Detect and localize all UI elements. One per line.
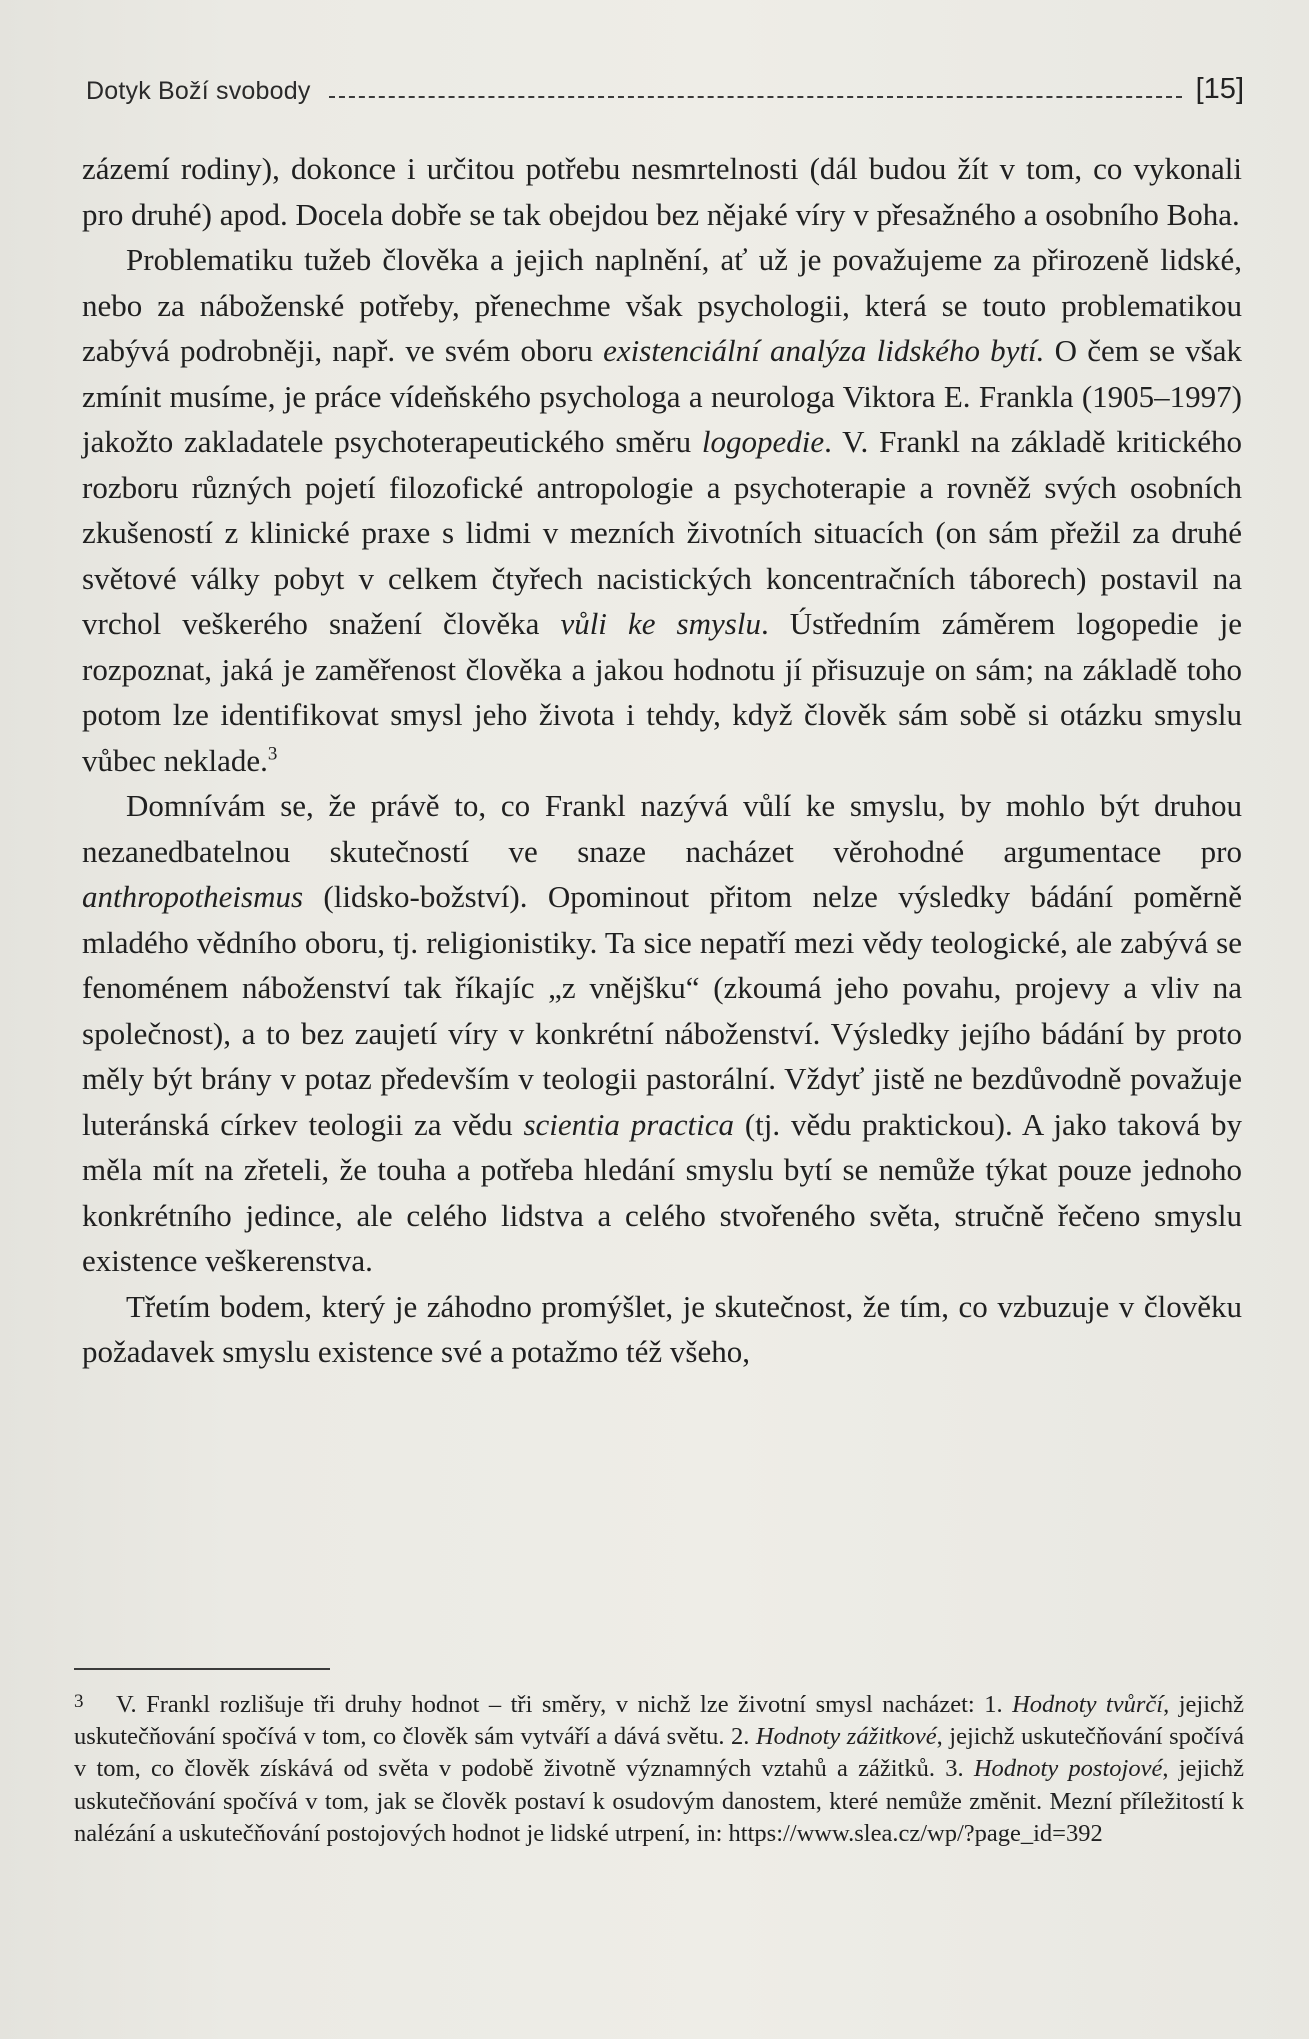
text-run: , jejichž uskutečňování spočívá v tom, jak se člověk postaví k osudovým danostem, které nemůže změnit. Mezní příležitostí k nalézání a uskutečňování postojových hodnot je lidské utrpení, in: https://www.slea.cz/wp/?page_id=392: [74, 1755, 1244, 1847]
page-number: [15]: [1195, 73, 1244, 105]
running-header: [86, 60, 1244, 106]
text-run: (tj. vědu praktickou). A jako taková by měla mít na zřeteli, že touha a potřeba hledání smyslu bytí se nemůže týkat pouze jednoho konkrétního jedince, ale celého lidstva a celého stvořeného světa, stručně řečeno smyslu existence veškerenstva.: [82, 1106, 1242, 1278]
paragraph-anthropotheismus: [82, 783, 1242, 1284]
italic-term: anthropotheismus: [82, 879, 304, 914]
italic-term: scientia practica: [523, 1106, 735, 1142]
running-title: Dotyk Boží svobody: [86, 77, 311, 105]
text-run: , jejichž uskutečňování spočívá v tom, co člověk sám vytváří a dává světu. 2.: [74, 1691, 1244, 1751]
italic-term: logopedie: [701, 424, 825, 459]
footnote-separator: [74, 1668, 330, 1670]
footnote-mark: 3: [74, 1691, 84, 1712]
text-run: . V. Frankl na základě kritického rozboru různých pojetí filozofické antropologie a psychoterapie a rovněž svých osobních zkušeností z klinické praxe s lidmi v mezních životních situacích (on sám přežil za druhé světové války pobyt v celkem čtyřech nacistických koncentračních táborech) postavil na vrchol veškerého snažení člověka: [82, 424, 1242, 641]
text-run: V. Frankl rozlišuje tři druhy hodnot – tři směry, v nichž lze životní smysl nacházet: 1.: [116, 1691, 1013, 1718]
paragraph-frankl: [82, 237, 1242, 783]
text-run: (lidsko-božství). Opominout přitom nelze výsledky bádání poměrně mladého vědního oboru, tj. religionistiky. Ta sice nepatří mezi vědy teologické, ale zabývá se fenoménem náboženství tak říkajíc „z vnějšku“ (zkoumá jeho povahu, projevy a vliv na společnost), a to bez zaujetí víry v konkrétní náboženství. Výsledky jejího bádání by proto měly být brány v potaz především v teologii pastorální. Vždyť jistě ne bezdůvodně považuje luteránská církev teologii za vědu: [82, 879, 1242, 1142]
footnote-text: [74, 1691, 1244, 1847]
body-text: [82, 146, 1242, 1375]
header-leader-line: [329, 96, 1182, 98]
text-run: Třetím bodem, který je záhodno promýšlet, je skutečnost, že tím, co vzbuzuje v člověku požadavek smyslu existence své a potažmo též všeho,: [82, 1288, 1242, 1369]
italic-term: Hodnoty postojové: [973, 1755, 1163, 1783]
footnote-reference: 3: [267, 743, 278, 765]
text-run: Problematiku tužeb člověka a jejich naplnění, ať už je považujeme za přirozeně lidské, nebo za náboženské potřeby, přenechme však psychologii, která se touto problematikou zabývá podrobněji, např. ve svém oboru: [82, 242, 1242, 368]
italic-term: vůli ke smyslu: [560, 606, 761, 641]
text-run: . Ústředním záměrem logopedie je rozpoznat, jaká je zaměřenost člověka a jakou hodnotu jí přisuzuje on sám; na základě toho potom lze identifikovat smysl jeho života i tehdy, když člověk sám sobě si otázku smyslu vůbec neklade.: [82, 606, 1243, 778]
text-run: O čem se však zmínit musíme, je práce vídeňského psychologa a neurologa Viktora E. Frankla (1905–1997) jakožto zakladatele psychoterapeutického směru: [82, 333, 1243, 459]
footnote-3: [74, 1686, 1244, 1850]
italic-term: Hodnoty zážitkové: [755, 1723, 937, 1751]
paragraph-continued: [82, 146, 1242, 237]
text-run: zázemí rodiny), dokonce i určitou potřebu nesmrtelnosti (dál budou žít v tom, co vykonali pro druhé) apod. Docela dobře se tak obejdou bez nějaké víry v přesažného a osobního Boha.: [82, 151, 1242, 232]
text-run: , jejichž uskutečňování spočívá v tom, co člověk získává od světa v podobě životně významných vztahů a zážitků. 3.: [74, 1723, 1244, 1783]
footnotes: [74, 1686, 1244, 1850]
text-run: Domnívám se, že právě to, co Frankl nazývá vůlí ke smyslu, by mohlo být druhou nezanedbatelnou skutečností ve snaze nacházet věrohodné argumentace pro: [82, 788, 1242, 869]
italic-term: Hodnoty tvůrčí: [1012, 1691, 1164, 1718]
italic-term: existenciální analýza lidského bytí.: [603, 333, 1045, 368]
paragraph-third-point: [82, 1284, 1242, 1375]
